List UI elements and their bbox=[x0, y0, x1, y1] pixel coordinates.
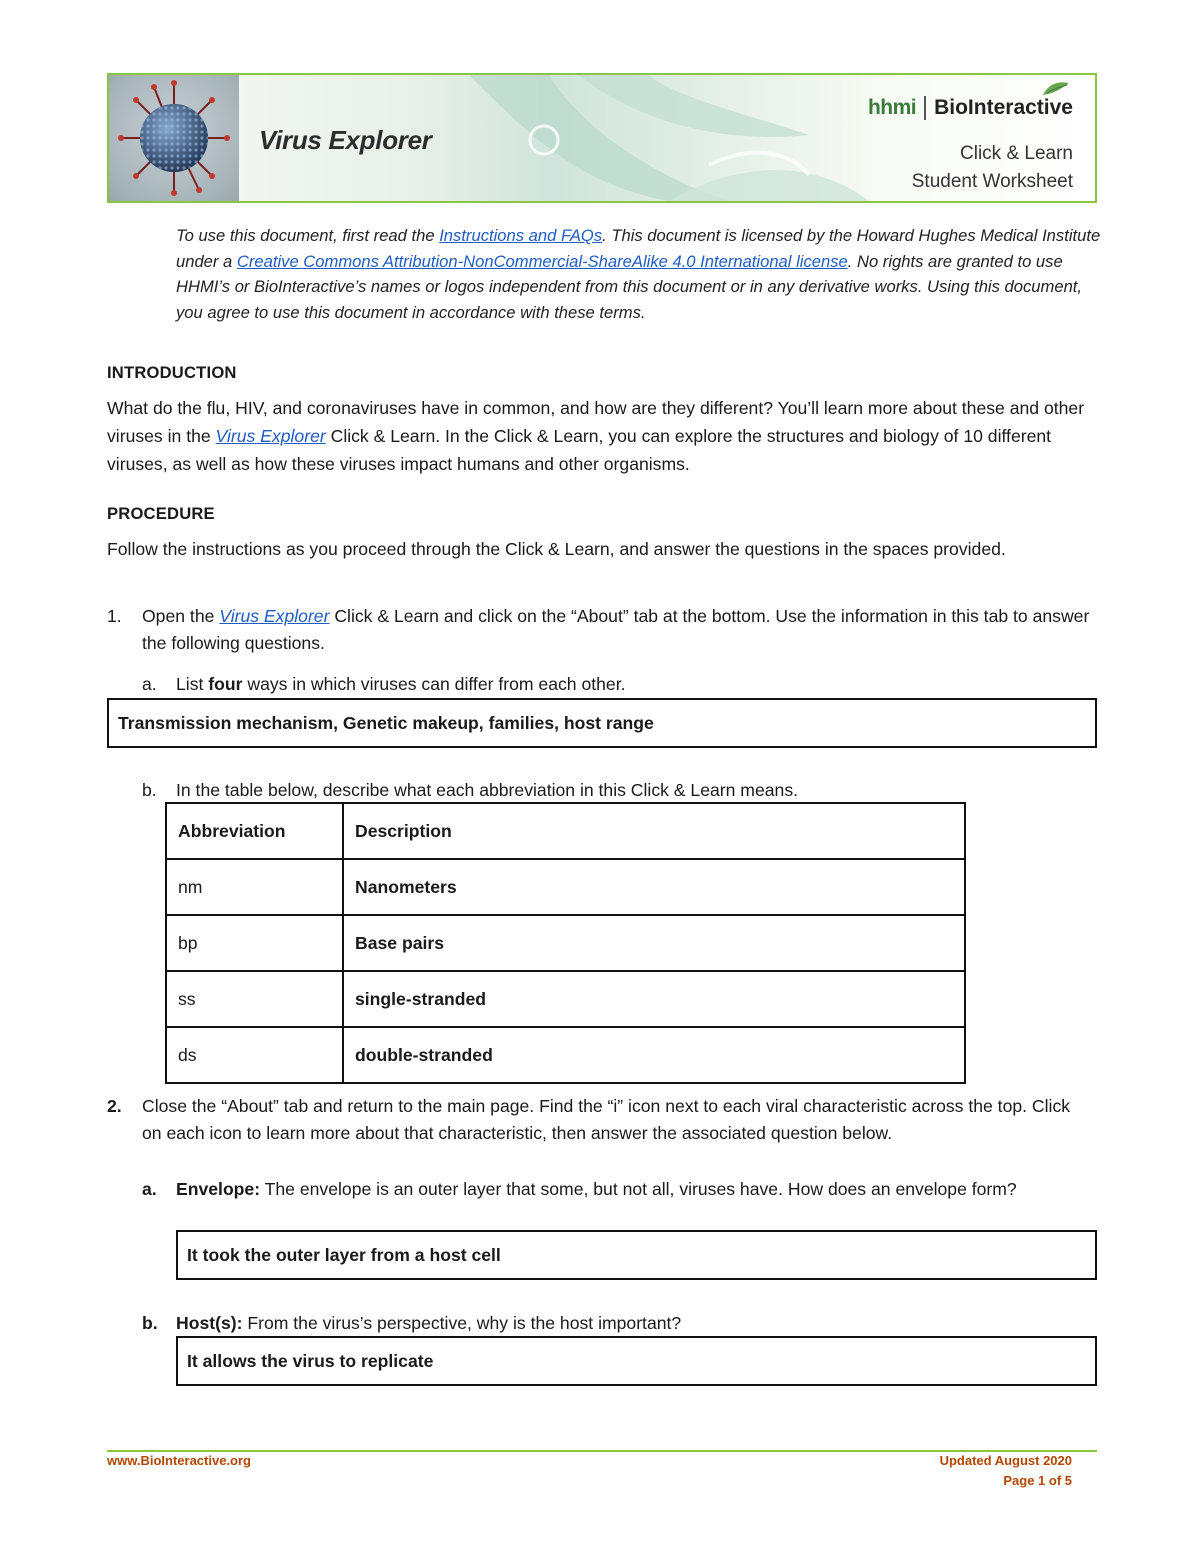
question-2a-letter: a. bbox=[142, 1179, 157, 1199]
abbreviation-cell: nm bbox=[166, 859, 343, 915]
description-cell[interactable]: double-stranded bbox=[343, 1027, 965, 1083]
table-row bbox=[166, 1027, 965, 1083]
q1-text-1: Open the bbox=[142, 606, 220, 626]
abbreviation-cell: ss bbox=[166, 971, 343, 1027]
banner-subtitle-click-learn: Click & Learn bbox=[960, 143, 1073, 164]
q1a-text-1: List bbox=[176, 674, 209, 694]
footer-website-link[interactable]: www.BioInteractive.org bbox=[107, 1453, 251, 1468]
question-1a-letter: a. bbox=[142, 674, 157, 694]
logo-divider bbox=[924, 96, 926, 120]
q1a-bold: four bbox=[208, 674, 243, 694]
footer-updated-date: Updated August 2020 bbox=[939, 1453, 1072, 1468]
virus-explorer-link-intro[interactable]: Virus Explorer bbox=[215, 426, 326, 446]
question-1b-letter: b. bbox=[142, 780, 157, 800]
answer-box-2b[interactable]: It allows the virus to replicate bbox=[176, 1336, 1097, 1386]
creative-commons-link[interactable]: Creative Commons Attribution-NonCommercial-ShareAlike 4.0 International license bbox=[236, 251, 848, 271]
description-cell[interactable]: single-stranded bbox=[343, 971, 965, 1027]
q2b-text: From the virus’s perspective, why is the host important? bbox=[242, 1313, 682, 1333]
abbreviation-table bbox=[165, 802, 966, 1084]
virus-image bbox=[109, 75, 239, 201]
table-row bbox=[166, 971, 965, 1027]
q1a-text-2: ways in which viruses can differ from each other. bbox=[242, 674, 626, 694]
answer-box-1a[interactable]: Transmission mechanism, Genetic makeup, families, host range bbox=[107, 698, 1097, 748]
q2b-bold-label: Host(s): bbox=[176, 1313, 243, 1333]
question-2b-text bbox=[176, 1310, 1076, 1337]
table-header-row bbox=[166, 803, 965, 859]
biointeractive-logo-text: BioInteractive bbox=[934, 96, 1073, 119]
description-cell[interactable]: Nanometers bbox=[343, 859, 965, 915]
question-2b-letter: b. bbox=[142, 1313, 158, 1333]
footer-page-number: Page 1 of 5 bbox=[1003, 1473, 1072, 1488]
instructions-faqs-link[interactable]: Instructions and FAQs bbox=[439, 226, 603, 245]
q2a-bold-label: Envelope: bbox=[176, 1179, 261, 1199]
introduction-text-1: What do the flu, HIV, and coronaviruses have in common, and how are they different? You’ll learn more about these and other viruses in the bbox=[107, 398, 1085, 446]
table-row bbox=[166, 859, 965, 915]
question-1-text bbox=[142, 603, 1092, 657]
introduction-text-2: Click & Learn. In the Click & Learn, you can explore the structures and biology of 10 different viruses, as well as how these viruses impact humans and other organisms. bbox=[107, 426, 1052, 474]
banner-title: Virus Explorer bbox=[259, 125, 432, 155]
license-text-1: To use this document, first read the bbox=[176, 226, 440, 245]
q2a-text: The envelope is an outer layer that some, but not all, viruses have. How does an envelope form? bbox=[260, 1179, 1017, 1199]
question-2-text: Close the “About” tab and return to the main page. Find the “i” icon next to each viral characteristic across the top. Click on each icon to learn more about that characteristic, then answer the associated question below. bbox=[142, 1096, 1071, 1143]
question-1a-text bbox=[176, 671, 1076, 698]
hhmi-biointeractive-logo bbox=[868, 93, 1073, 123]
license-text-3: . No rights are granted to use HHMI’s or BioInteractive’s names or logos independent from this document or in any derivative works. Using this document, you agree to use this document in accordance with these terms. bbox=[176, 251, 1083, 323]
abbreviation-cell: bp bbox=[166, 915, 343, 971]
question-1b-text: In the table below, describe what each abbreviation in this Click & Learn means. bbox=[176, 780, 799, 800]
table-header-description: Description bbox=[343, 803, 965, 859]
hhmi-logo-text: hhmi bbox=[867, 96, 917, 119]
table-header-abbreviation: Abbreviation bbox=[166, 803, 343, 859]
license-paragraph bbox=[176, 223, 1106, 326]
virus-icon bbox=[109, 75, 239, 201]
header-banner bbox=[107, 73, 1097, 203]
banner-subtitle-worksheet: Student Worksheet bbox=[911, 171, 1073, 192]
introduction-paragraph bbox=[107, 394, 1087, 478]
question-1-number: 1. bbox=[107, 606, 122, 626]
answer-box-2a[interactable]: It took the outer layer from a host cell bbox=[176, 1230, 1097, 1280]
table-row bbox=[166, 915, 965, 971]
introduction-heading: INTRODUCTION bbox=[107, 363, 237, 382]
abbreviation-cell: ds bbox=[166, 1027, 343, 1083]
question-2a-text bbox=[176, 1176, 1076, 1203]
procedure-heading: PROCEDURE bbox=[107, 504, 215, 523]
footer-divider bbox=[107, 1450, 1097, 1452]
description-cell[interactable]: Base pairs bbox=[343, 915, 965, 971]
q1-text-2: Click & Learn and click on the “About” tab at the bottom. Use the information in this tab to answer the following questions. bbox=[142, 606, 1090, 653]
virus-explorer-link-q1[interactable]: Virus Explorer bbox=[219, 606, 330, 626]
license-text-2: . This document is licensed by the Howard Hughes Medical Institute under a bbox=[176, 226, 1101, 271]
procedure-intro: Follow the instructions as you proceed through the Click & Learn, and answer the questions in the spaces provided. bbox=[107, 539, 1006, 559]
question-2-number: 2. bbox=[107, 1096, 122, 1116]
